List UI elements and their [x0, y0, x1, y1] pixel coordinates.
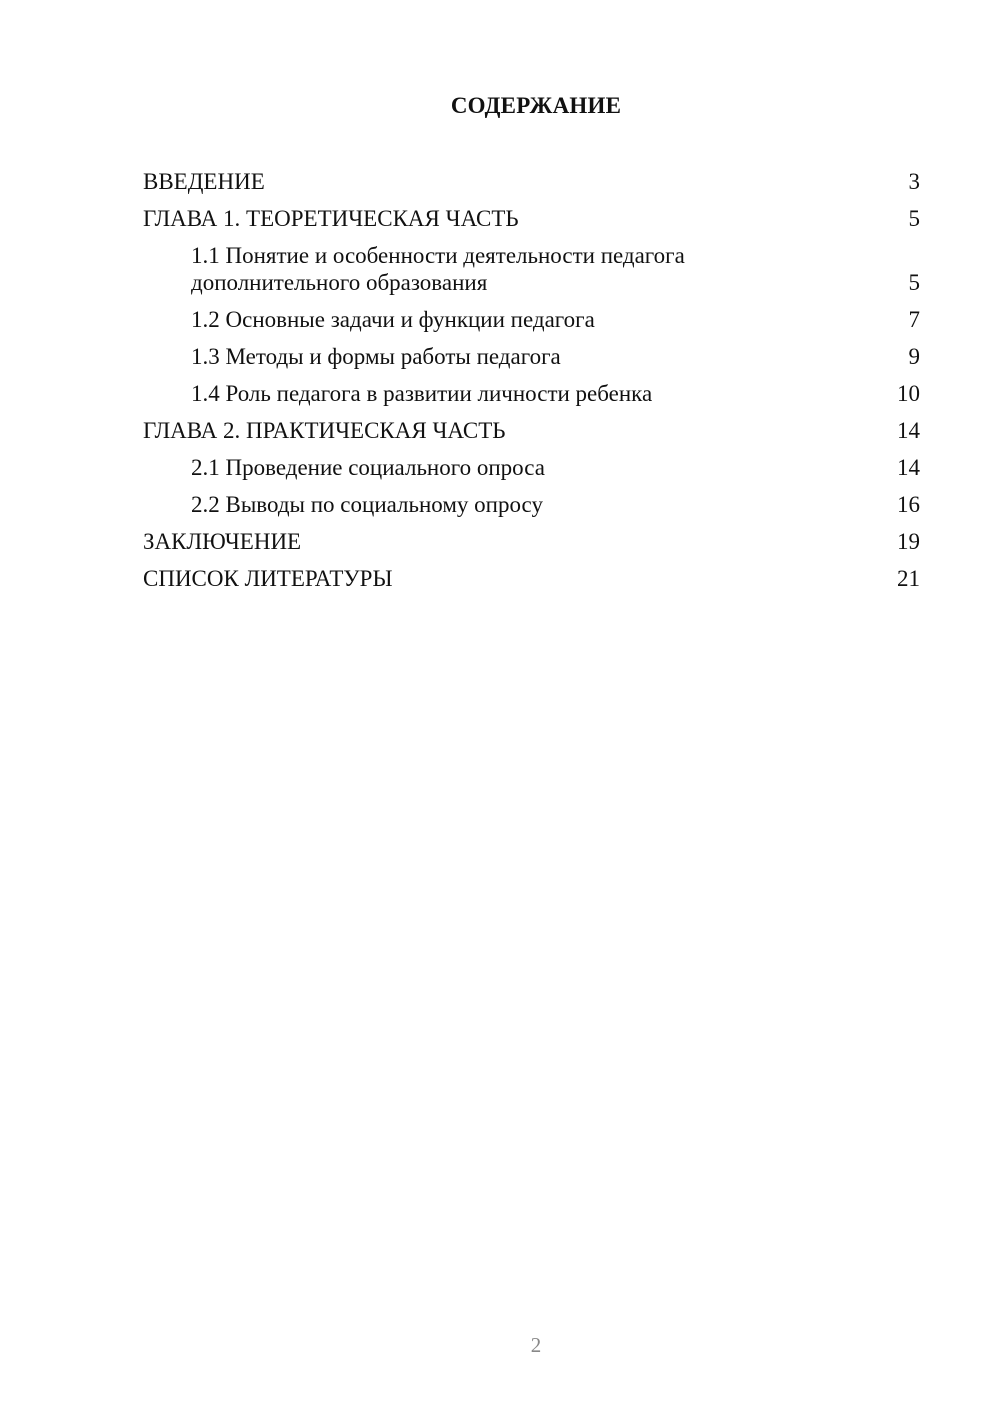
page-title: СОДЕРЖАНИЕ [450, 93, 622, 118]
toc-entry-page: 19 [897, 529, 920, 554]
toc-entry-page: 21 [897, 566, 920, 591]
toc-entry-conclusion[interactable] [143, 528, 920, 555]
toc-entry-section-1-3[interactable] [143, 343, 920, 370]
toc-entry-section-1-2[interactable] [143, 306, 920, 333]
toc-entry-section-1-4[interactable] [143, 380, 920, 407]
toc-entry-page: 14 [897, 455, 920, 480]
toc-entry-label: СПИСОК ЛИТЕРАТУРЫ [143, 566, 393, 591]
toc-entry-chapter-1[interactable] [143, 205, 920, 232]
toc-entry-page: 14 [897, 418, 920, 443]
toc-entry-section-1-1[interactable] [143, 242, 920, 296]
page-number: 2 [530, 1333, 542, 1357]
toc-entry-label: 1.1 Понятие и особенности деятельности педагога дополнительного образования [191, 243, 685, 295]
toc-entry-bibliography[interactable] [143, 565, 920, 592]
toc-entry-label: ГЛАВА 2. ПРАКТИЧЕСКАЯ ЧАСТЬ [143, 418, 506, 443]
toc-entry-page: 10 [897, 381, 920, 406]
toc-entry-section-2-1[interactable] [143, 454, 920, 481]
toc-entry-page: 3 [908, 169, 920, 194]
toc-entry-label: 2.2 Выводы по социальному опросу [191, 492, 543, 517]
toc-entry-chapter-2[interactable] [143, 417, 920, 444]
toc-entry-introduction[interactable] [143, 168, 920, 195]
toc-entry-label: ВВЕДЕНИЕ [143, 169, 265, 194]
toc-entry-page: 9 [908, 344, 920, 369]
toc-entry-page: 7 [908, 307, 920, 332]
toc-entry-label: 2.1 Проведение социального опроса [191, 455, 545, 480]
toc-entry-label: 1.4 Роль педагога в развитии личности ребенка [191, 381, 653, 406]
toc-entry-page: 5 [908, 270, 920, 295]
toc-entry-label: ГЛАВА 1. ТЕОРЕТИЧЕСКАЯ ЧАСТЬ [143, 206, 519, 231]
toc-entry-label: 1.3 Методы и формы работы педагога [191, 344, 561, 369]
toc-entry-page: 5 [908, 206, 920, 231]
toc-entry-section-2-2[interactable] [143, 491, 920, 518]
toc-entry-page: 16 [897, 492, 920, 517]
table-of-contents [143, 168, 920, 602]
toc-entry-label: 1.2 Основные задачи и функции педагога [191, 307, 595, 332]
toc-entry-label: ЗАКЛЮЧЕНИЕ [143, 529, 302, 554]
